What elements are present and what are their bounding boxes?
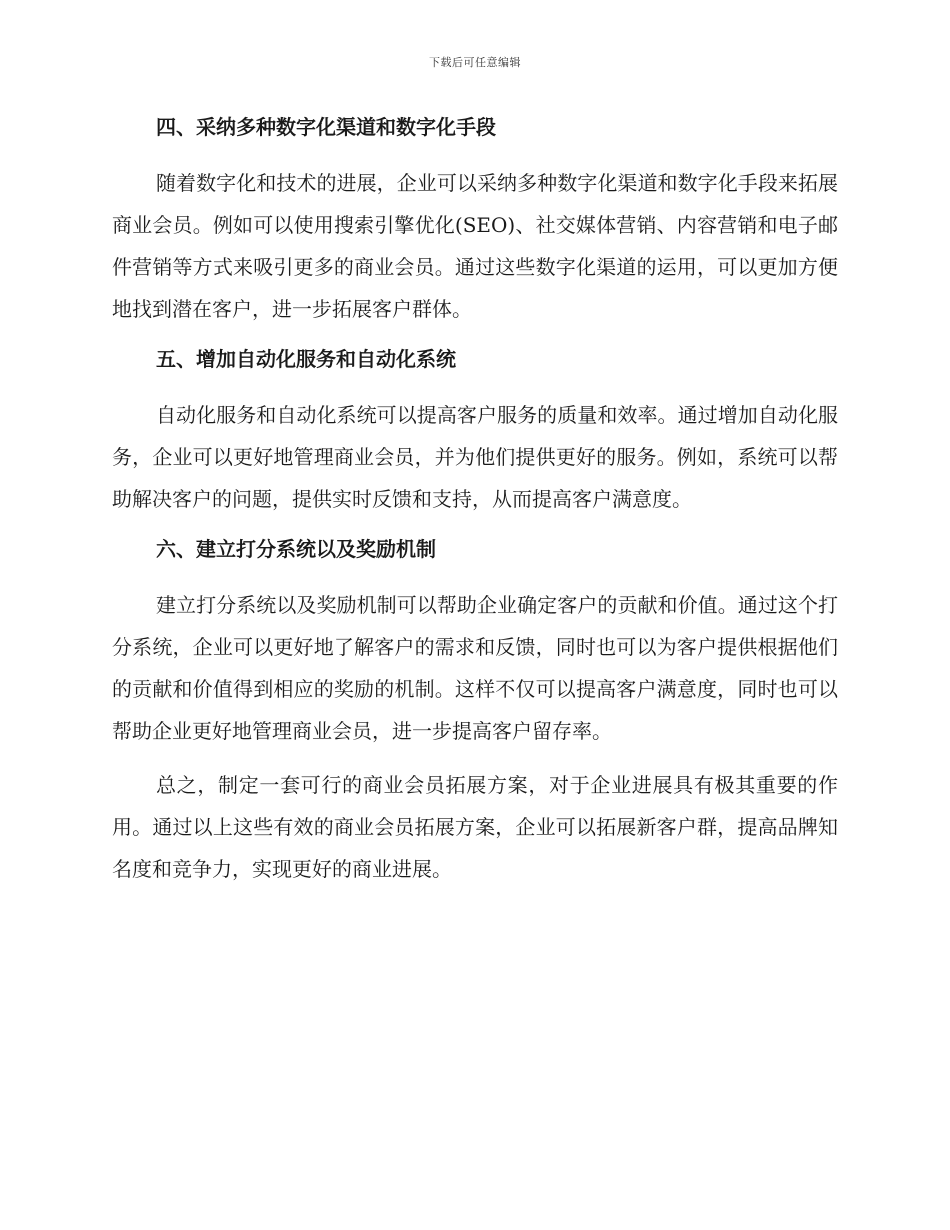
document-body (112, 110, 838, 890)
section-paragraph-5: 自动化服务和自动化系统可以提高客户服务的质量和效率。通过增加自动化服务，企业可以更好地管理商业会员，并为他们提供更好的服务。例如，系统可以帮助解决客户的问题，提供实时反馈和支持，从而提高客户满意度。 (112, 403, 838, 511)
section-paragraph-4: 随着数字化和技术的进展，企业可以采纳多种数字化渠道和数字化手段来拓展商业会员。例如可以使用搜索引擎优化(SEO)、社交媒体营销、内容营销和电子邮件营销等方式来吸引更多的商业会员。通过这些数字化渠道的运用，可以更加方便地找到潜在客户，进一步拓展客户群体。 (112, 171, 838, 321)
section-heading-4: 四、采纳多种数字化渠道和数字化手段 (156, 115, 496, 139)
section-heading-6: 六、建立打分系统以及奖励机制 (156, 537, 436, 561)
section-paragraph-6: 建立打分系统以及奖励机制可以帮助企业确定客户的贡献和价值。通过这个打分系统，企业可以更好地了解客户的需求和反馈，同时也可以为客户提供根据他们的贡献和价值得到相应的奖励的机制。这样不仅可以提高客户满意度，同时也可以帮助企业更好地管理商业会员，进一步提高客户留存率。 (112, 593, 838, 743)
conclusion-paragraph: 总之，制定一套可行的商业会员拓展方案，对于企业进展具有极其重要的作用。通过以上这些有效的商业会员拓展方案，企业可以拓展新客户群，提高品牌知名度和竞争力，实现更好的商业进展。 (112, 773, 838, 881)
page-header: 下载后可任意编辑 (429, 56, 521, 69)
section-heading-5: 五、增加自动化服务和自动化系统 (156, 347, 456, 371)
